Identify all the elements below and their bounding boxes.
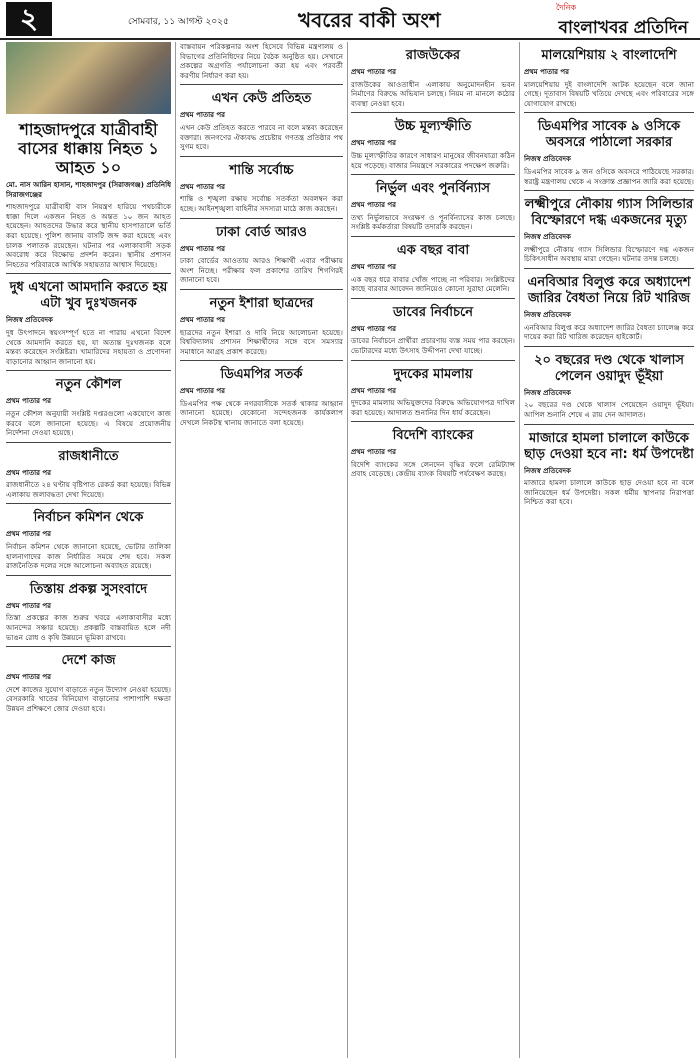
article-body: রাজউকের আওতাধীন এলাকায় অনুমোদনহীন ভবন নির্মাণের বিরুদ্ধে অভিযান চলছে। নিয়ম না মানলে কঠোর ব্যবস্থা নেওয়া হবে। xyxy=(351,79,515,108)
article xyxy=(524,197,694,264)
article-headline[interactable]: শান্তি সর্বোচ্চ xyxy=(229,162,294,178)
article-headline[interactable]: ঢাকা বোর্ড আরও xyxy=(216,224,307,240)
article xyxy=(6,280,171,366)
article-byline: প্রথম পাতার পর xyxy=(351,201,397,210)
article-headline[interactable]: দুদকের মামলায় xyxy=(393,366,473,382)
article xyxy=(180,296,343,356)
article-byline: প্রথম পাতার পর xyxy=(351,139,397,148)
news-photo xyxy=(6,42,171,114)
article-body: বাস্তবায়ন পরিকল্পনার অংশ হিসেবে বিভিন্ন মন্ত্রণালয় ও বিভাগের প্রতিনিধিদের নিয়ে বৈঠক অনুষ্ঠিত হয়। সেখানে প্রকল্পের অগ্রগতি পর্যালোচনা করা হয় এবং পরবর্তী করণীয় নির্ধারণ করা হয়। xyxy=(180,42,343,80)
article-headline[interactable]: মাজারে হামলা চালালে কাউকে ছাড় দেওয়া হবে না: ধর্ম উপদেষ্টা xyxy=(524,430,694,462)
masthead xyxy=(498,2,688,43)
divider xyxy=(6,442,171,443)
divider xyxy=(524,346,694,347)
article xyxy=(180,42,343,80)
article xyxy=(351,48,515,108)
article-byline: প্রথম পাতার পর xyxy=(351,68,397,76)
article-body: বিদেশি ব্যাংকের সঙ্গে লেনদেন বৃদ্ধির ফলে রেমিট্যান্স প্রবাহ বেড়েছে। কেন্দ্রীয় ব্যাংক বিষয়টি পর্যবেক্ষণ করছে। xyxy=(351,459,515,479)
divider xyxy=(6,273,171,274)
article-byline: প্রথম পাতার পর xyxy=(180,182,226,191)
article-headline[interactable]: রাজধানীতে xyxy=(58,448,119,464)
article xyxy=(180,367,343,427)
article-body: ছাত্রদের নতুন ইশারা ও দাবি নিয়ে আলোচনা হয়েছে। বিশ্ববিদ্যালয় প্রশাসন শিক্ষার্থীদের সঙ্গে বসে সমস্যার সমাধানে আগ্রহ প্রকাশ করেছে। xyxy=(180,327,343,356)
article-byline: নিজস্ব প্রতিবেদক xyxy=(524,466,571,475)
article-body: দেশে কাজের সুযোগ বাড়াতে নতুন উদ্যোগ নেওয়া হয়েছে। বেসরকারি খাতের বিনিয়োগ বাড়ানোর পাশাপাশি দক্ষতা উন্নয়ন প্রশিক্ষণে জোর দেওয়া হবে। xyxy=(6,684,171,713)
article-byline: প্রথম পাতার পর xyxy=(180,387,226,396)
article xyxy=(6,510,171,570)
article-body: ডাবের নির্বাচনে প্রার্থীরা প্রচারণায় ব্যস্ত সময় পার করছেন। ভোটারদের মধ্যে উৎসাহ উদ্দীপনা দেখা যাচ্ছে। xyxy=(351,336,515,355)
article-body: তথ্য নির্ভুলভাবে সংরক্ষণ ও পুনর্বিন্যাসের কাজ চলছে। সংশ্লিষ্ট কর্মকর্তারা বিষয়টি তদারকি করছেন। xyxy=(351,212,515,232)
article-byline: প্রথম পাতার পর xyxy=(524,68,570,76)
article-body: শান্তি ও শৃঙ্খলা রক্ষায় সর্বোচ্চ সতর্কতা অবলম্বন করা হচ্ছে। আইনশৃঙ্খলা বাহিনীর সদস্যরা মাঠে কাজ করছেন। xyxy=(180,194,343,213)
article-byline: প্রথম পাতার পর xyxy=(6,397,52,406)
divider xyxy=(6,646,171,647)
article-headline[interactable]: নির্ভুল এবং পুনর্বিন্যাস xyxy=(375,181,491,197)
article-body: উচ্চ মূল্যস্ফীতির কারণে সাধারণ মানুষের জীবনযাত্রা কঠিন হয়ে পড়েছে। বাজার নিয়ন্ত্রণে সরকারের পদক্ষেপ জরুরি। xyxy=(351,150,515,170)
article-byline: নিজস্ব প্রতিবেদক xyxy=(524,388,571,397)
article-body: ঢাকা বোর্ডের আওতায় আরও শিক্ষার্থী এবার পরীক্ষায় অংশ নিচ্ছে। পরীক্ষার ফল প্রকাশের তারিখ শিগগিরই জানানো হবে। xyxy=(180,256,343,285)
page-number: ২ xyxy=(6,2,52,36)
divider xyxy=(351,298,515,299)
article-body: রাজধানীতে ২৪ ঘণ্টায় বৃষ্টিপাত রেকর্ড করা হয়েছে। বিভিন্ন এলাকায় জলাবদ্ধতা দেখা দিয়েছে। xyxy=(6,480,171,499)
column-4 xyxy=(524,42,694,1058)
article-body: এক বছর ধরে বাবার খোঁজ পাচ্ছে না পরিবার। সংশ্লিষ্টদের কাছে বারবার আবেদন জানিয়েও কোনো সুরাহা মেলেনি। xyxy=(351,274,515,294)
article-byline: নিজস্ব প্রতিবেদক xyxy=(524,310,571,319)
article-body: মালয়েশিয়ায় দুই বাংলাদেশি আটক হয়েছেন বলে জানা গেছে। দূতাবাস বিষয়টি খতিয়ে দেখছে এবং পরিবারের সঙ্গে যোগাযোগ রাখছে। xyxy=(524,79,694,108)
article-byline: প্রথম পাতার পর xyxy=(351,386,397,395)
divider xyxy=(180,84,343,85)
article-byline: মো. নাস আরিন হাসান, শাহজাদপুর (সিরাজগঞ্জ) প্রতিনিধি সিরাজগঞ্জের xyxy=(6,181,171,199)
divider xyxy=(351,236,515,237)
article xyxy=(6,449,171,500)
article-headline[interactable]: ২০ বছরের দণ্ড থেকে খালাস পেলেন ওয়াদুদ ভূঁইয়া xyxy=(534,352,684,384)
article-body: ডিএমপির সাবেক ৯ জন ওসিকে অবসরে পাঠিয়েছে সরকার। স্বরাষ্ট্র মন্ত্রণালয় থেকে এ সংক্রান্ত প্রজ্ঞাপন জারি করা হয়েছে। xyxy=(524,166,694,186)
column-1 xyxy=(6,42,171,1058)
article xyxy=(351,243,515,294)
article xyxy=(351,181,515,232)
divider xyxy=(524,424,694,425)
article-headline[interactable]: এক বছর বাবা xyxy=(396,242,470,258)
article-headline[interactable]: দুধ এখনো আমদানি করতে হয় এটা খুব দুঃখজনক xyxy=(9,280,168,312)
article-headline[interactable]: নতুন ইশারা ছাত্রদের xyxy=(209,295,314,311)
article-byline: প্রথম পাতার পর xyxy=(351,262,397,271)
article-headline[interactable]: ডিএমপির সাবেক ৯ ওসিকে অবসরে পাঠালো সরকার xyxy=(537,119,681,151)
article xyxy=(524,119,694,186)
section-title: খবরের বাকী অংশ xyxy=(298,8,441,32)
article xyxy=(6,653,171,713)
divider xyxy=(180,360,343,361)
article-headline[interactable]: দেশে কাজ xyxy=(61,653,116,669)
divider xyxy=(524,112,694,113)
page-date: সোমবার, ১১ আগস্ট ২০২৫ xyxy=(128,17,229,27)
article xyxy=(6,120,171,269)
article-body: ডিএমপির পক্ষ থেকে নগরবাসীকে সতর্ক থাকার আহ্বান জানানো হয়েছে। যেকোনো সন্দেহজনক কার্যকলাপ দেখলে নিকটস্থ থানায় জানাতে বলা হয়েছে। xyxy=(180,398,343,428)
article-byline: নিজস্ব প্রতিবেদক xyxy=(524,155,571,164)
article-body: এখন কেউ প্রতিহত করতে পারবে না বলে মন্তব্য করেছেন বক্তারা। জনগণের ঐক্যবদ্ধ প্রচেষ্টায় গণতন্ত্র প্রতিষ্ঠার পথ সুগম হবে। xyxy=(180,122,343,152)
article-byline: প্রথম পাতার পর xyxy=(6,468,52,477)
article-body: দুধ উৎপাদনে স্বয়ংসম্পূর্ণ হতে না পারায় এখনো বিদেশ থেকে আমদানি করতে হয়, যা অত্যন্ত দুঃখজনক বলে মন্তব্য করেছেন সংশ্লিষ্টরা। খামারিদের সহায়তা ও প্রণোদনা বাড়ানোর আহ্বান জানানো হয়। xyxy=(6,327,171,366)
article xyxy=(524,48,694,108)
article xyxy=(180,163,343,214)
article-headline[interactable]: নির্বাচন কমিশন থেকে xyxy=(33,510,144,526)
article-body: দুদকের মামলায় অভিযুক্তদের বিরুদ্ধে অভিযোগপত্র দাখিল করা হয়েছে। আদালত শুনানির দিন ধার্য করেছেন। xyxy=(351,398,515,417)
article-byline: প্রথম পাতার পর xyxy=(6,530,52,539)
divider xyxy=(180,218,343,219)
article-byline: প্রথম পাতার পর xyxy=(6,673,52,682)
article-body: লক্ষ্মীপুরে নৌকায় গ্যাস সিলিন্ডার বিস্ফোরণে দগ্ধ একজন চিকিৎসাধীন অবস্থায় মারা গেছেন। ঘটনার তদন্ত চলছে। xyxy=(524,244,694,264)
article xyxy=(180,91,343,151)
article-body: নতুন কৌশল অনুযায়ী সংশ্লিষ্ট দপ্তরগুলো একযোগে কাজ করবে বলে জানানো হয়েছে। এ বিষয়ে প্রয়োজনীয় নির্দেশনা দেওয়া হয়েছে। xyxy=(6,408,171,438)
article-byline: নিজস্ব প্রতিবেদক xyxy=(6,316,53,325)
divider xyxy=(351,360,515,361)
article-byline: নিজস্ব প্রতিবেদক xyxy=(524,233,571,242)
column-3 xyxy=(351,42,515,1058)
article-body: মাজারে হামলা চালালে কাউকে ছাড় দেওয়া হবে না বলে জানিয়েছেন ধর্ম উপদেষ্টা। সকল ধর্মীয় স্থাপনার নিরাপত্তা নিশ্চিত করা হবে। xyxy=(524,478,694,507)
article-byline: প্রথম পাতার পর xyxy=(6,601,52,610)
divider xyxy=(351,174,515,175)
article-headline[interactable]: মালয়েশিয়ায় ২ বাংলাদেশি xyxy=(541,48,677,63)
article-headline[interactable]: এনবিআর বিলুপ্ত করে অধ্যাদেশ জারির বৈধতা নিয়ে রিট খারিজ xyxy=(527,274,691,306)
article-headline[interactable]: ডাবের নির্বাচনে xyxy=(393,304,473,320)
article xyxy=(524,353,694,420)
divider xyxy=(351,421,515,422)
article-headline[interactable]: এখন কেউ প্রতিহত xyxy=(211,91,312,107)
article-body: ২০ বছরের দণ্ড থেকে খালাস পেয়েছেন ওয়াদুদ ভূঁইয়া। আপিল শুনানি শেষে এ রায় দেন আদালত। xyxy=(524,400,694,419)
article-headline[interactable]: লক্ষ্মীপুরে নৌকায় গ্যাস সিলিন্ডার বিস্ফোরণে দগ্ধ একজনের মৃত্যু xyxy=(524,197,694,229)
article-byline: প্রথম পাতার পর xyxy=(180,315,226,324)
article xyxy=(351,305,515,356)
article-body: এনবিআর বিলুপ্ত করে অধ্যাদেশ জারির বৈধতা চ্যালেঞ্জ করে দায়ের করা রিট খারিজ করেছেন হাইকোর্ট। xyxy=(524,322,694,342)
article-headline[interactable]: শাহজাদপুরে যাত্রীবাহী বাসের ধাক্কায় নিহত ১ আহত ১০ xyxy=(18,120,159,177)
article xyxy=(351,119,515,170)
article-body: তিস্তা প্রকল্পের কাজ শুরুর খবরে এলাকাবাসীর মধ্যে আনন্দের সঞ্চার হয়েছে। প্রকল্পটি বাস্তবায়িত হলে নদী ভাঙন রোধ ও কৃষি উন্নয়নে ভূমিকা রাখবে। xyxy=(6,613,171,642)
article-headline[interactable]: নতুন কৌশল xyxy=(55,377,122,393)
article-byline: প্রথম পাতার পর xyxy=(351,324,397,333)
divider xyxy=(351,112,515,113)
divider xyxy=(6,503,171,504)
divider xyxy=(180,289,343,290)
page-header xyxy=(0,0,700,40)
divider xyxy=(6,575,171,576)
article-byline: প্রথম পাতার পর xyxy=(351,448,397,457)
article-headline[interactable]: তিস্তায় প্রকল্প সুসংবাদে xyxy=(29,581,148,597)
masthead-small: দৈনিক xyxy=(556,3,577,12)
article xyxy=(6,582,171,642)
article xyxy=(524,275,694,342)
article-headline[interactable]: রাজউকের xyxy=(405,48,461,63)
article xyxy=(351,428,515,479)
divider xyxy=(524,268,694,269)
article xyxy=(351,367,515,418)
divider xyxy=(6,370,171,371)
masthead-title: বাংলাখবর প্রতিদিন xyxy=(558,18,688,38)
article xyxy=(180,225,343,285)
article xyxy=(6,377,171,437)
article-byline: প্রথম পাতার পর xyxy=(180,111,226,120)
article-body: নির্বাচন কমিশন থেকে জানানো হয়েছে, ভোটার তালিকা হালনাগাদের কাজ নির্ধারিত সময়ে শেষ হবে। সকল রাজনৈতিক দলের সঙ্গে আলোচনা অব্যাহত রয়েছে। xyxy=(6,542,171,571)
article-headline[interactable]: বিদেশি ব্যাংকের xyxy=(392,428,474,444)
divider xyxy=(180,156,343,157)
divider xyxy=(524,190,694,191)
article-body: শাহজাদপুরে যাত্রীবাহী বাস নিয়ন্ত্রণ হারিয়ে পথচারীকে ধাক্কা দিলে একজন নিহত ও অন্তত ১০ জন আহত হয়েছেন। আহতদের উদ্ধার করে স্থানীয় হাসপাতালে ভর্তি করা হয়েছে। পুলিশ জানায় বাসটি জব্দ করা হয়েছে এবং চালক পলাতক রয়েছেন। ঘটনার পর এলাকাবাসী সড়ক অবরোধ করে বিক্ষোভ প্রদর্শন করেন। স্থানীয় প্রশাসন নিহতের পরিবারকে আর্থিক সহায়তার আশ্বাস দিয়েছে। xyxy=(6,202,171,269)
article-headline[interactable]: ডিএমপির সতর্ক xyxy=(220,367,303,383)
article-byline: প্রথম পাতার পর xyxy=(180,244,226,253)
article xyxy=(524,431,694,507)
article-headline[interactable]: উচ্চ মূল্যস্ফীতি xyxy=(394,119,472,135)
column-2 xyxy=(180,42,343,1058)
